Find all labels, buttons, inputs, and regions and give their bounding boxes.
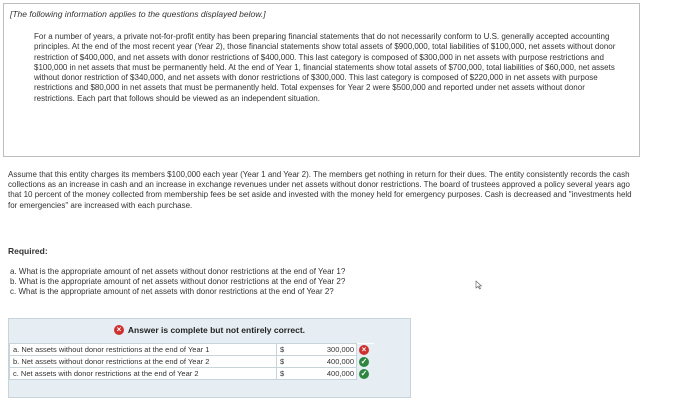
question-a: a. What is the appropriate amount of net assets without donor restrictions at the end of Year 1?	[10, 267, 346, 276]
table-row	[10, 344, 374, 356]
table-row	[10, 356, 374, 368]
row-label: b. Net assets without donor restrictions at the end of Year 2	[10, 356, 277, 368]
info-paragraph: For a number of years, a private not-for-profit entity has been preparing financial statements that do not necessarily conform to U.S. generally accepted accounting principles. At the end of the most recent year (Year 2), those financial statements show total assets of $900,000, total liabilities of $100,000, net assets without donor restriction of $400,000, and net assets with donor restrictions of $400,000. This last category is composed of $300,000 in net assets with purpose restrictions and $100,000 in net assets that must be permanently held. At the end of Year 1, financial statements show total assets of $700,000, total liabilities of $60,000, net assets without donor restriction of $340,000, and net assets with donor restrictions of $300,000. This last category is composed of $220,000 in net assets with purpose restrictions and $80,000 in net assets that must be permanently held. Total expenses for Year 2 were $500,000 and reported under net assets without donor restrictions. Each part that follows should be viewed as an independent situation.	[34, 32, 616, 103]
info-note: [The following information applies to the questions displayed below.]	[10, 9, 266, 19]
question-c: c. What is the appropriate amount of net assets with donor restrictions at the end of Year 2?	[10, 287, 334, 296]
currency-symbol: $	[277, 344, 292, 356]
scenario-text: Assume that this entity charges its members $100,000 each year (Year 1 and Year 2). The members get nothing in return for their dues. The entity consistently records the cash collections as an increase in cash and an increase in exchange revenues under net assets without donor restrictions. The board of trustees approved a policy several years ago that 10 percent of the money collected from membership fees be set aside and invested with the money held for emergency purposes. Cash is decreased and "investments held for emergencies" are increased with each purchase.	[8, 170, 632, 210]
required-heading: Required:	[8, 246, 48, 256]
answer-status-text: Answer is complete but not entirely correct.	[127, 325, 306, 335]
row-label: c. Net assets with donor restrictions at the end of Year 2	[10, 368, 277, 380]
information-box	[3, 3, 640, 157]
currency-symbol: $	[277, 368, 292, 380]
currency-symbol: $	[277, 356, 292, 368]
row-label: a. Net assets without donor restrictions at the end of Year 1	[10, 344, 277, 356]
check-circle-icon: ✓	[360, 368, 368, 378]
x-circle-icon: ×	[114, 325, 124, 335]
answer-input-c[interactable]: 400,000	[291, 368, 357, 380]
x-circle-icon: ×	[359, 345, 369, 355]
answer-status	[9, 319, 410, 341]
answer-panel	[8, 318, 411, 398]
question-list	[10, 267, 345, 297]
question-b: b. What is the appropriate amount of net assets without donor restrictions at the end of Year 2?	[10, 277, 346, 286]
mouse-pointer-icon	[474, 280, 484, 290]
table-row	[10, 368, 374, 380]
answer-input-b[interactable]: 400,000	[291, 356, 357, 368]
answer-input-a[interactable]: 300,000	[291, 344, 357, 356]
check-circle-icon: ✓	[360, 356, 368, 366]
answer-table	[9, 343, 374, 380]
